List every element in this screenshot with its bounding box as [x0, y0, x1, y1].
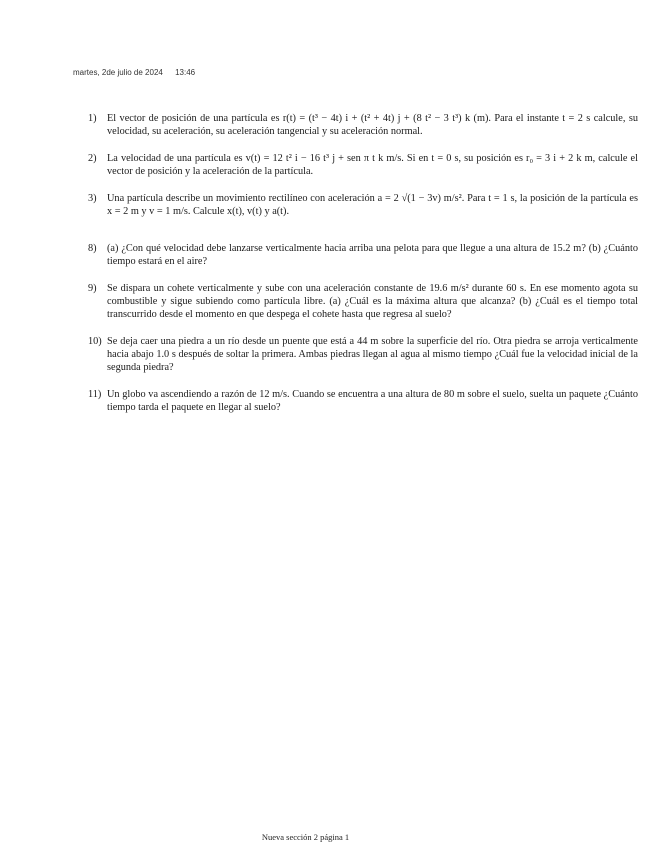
- header-time: 13:46: [175, 68, 196, 77]
- problem-item: [88, 242, 638, 268]
- page-footer: [0, 832, 655, 842]
- problem-number: 8): [88, 243, 97, 254]
- problem-text: Se deja caer una piedra a un río desde un puente que está a 44 m sobre la superficie del río. Otra piedra se arroja verticalmente hacia abajo 1.0 s después de soltar la primera. Ambas piedras llegan al agua al mismo tiempo ¿Cuál fue la velocidad inicial de la segunda piedra?: [107, 336, 638, 373]
- problem-item: [88, 335, 638, 374]
- problem-item: [88, 192, 638, 218]
- problem-number: 11): [88, 389, 102, 400]
- problem-text: El vector de posición de una partícula es r(t) = (t³ − 4t) i + (t² + 4t) j + (8 t² − 3 t³) k (m). Para el instante t = 2 s calcule, su velocidad, su aceleración, su aceleración tangencial y su aceleración normal.: [107, 113, 638, 137]
- problem-text: (a) ¿Con qué velocidad debe lanzarse verticalmente hacia arriba una pelota para que llegue a una altura de 15.2 m? (b) ¿Cuánto tiempo estará en el aire?: [107, 243, 638, 267]
- problem-text: Se dispara un cohete verticalmente y sube con una aceleración constante de 19.6 m/s² durante 60 s. En ese momento agota su combustible y sigue subiendo como partícula libre. (a) ¿Cuál es la máxima altura que alcanza? (b) ¿Cuál es el tiempo total transcurrido desde el momento en que despega el cohete hasta que regresa al suelo?: [107, 283, 638, 320]
- problem-item: [88, 282, 638, 321]
- problem-list: [88, 112, 638, 428]
- problem-number: 2): [88, 153, 97, 164]
- problem-text: La velocidad de una partícula es v(t) = 12 t² i − 16 t³ j + sen π t k m/s. Si en t = 0 s, su posición es r₀ = 3 i + 2 k m, calcule el vector de posición y la aceleración de la partícula.: [107, 153, 638, 177]
- problem-number: 1): [88, 113, 97, 124]
- problem-number: 9): [88, 283, 97, 294]
- footer-page-label: Nueva sección 2 página 1: [261, 832, 350, 842]
- problem-number: 3): [88, 193, 97, 204]
- problem-item: [88, 388, 638, 414]
- problem-text: Un globo va ascendiendo a razón de 12 m/s. Cuando se encuentra a una altura de 80 m sobre el suelo, suelta un paquete ¿Cuánto tiempo tarda el paquete en llegar al suelo?: [107, 389, 638, 413]
- page-header: [73, 68, 195, 77]
- problem-item: [88, 152, 638, 178]
- problem-text: Una partícula describe un movimiento rectilíneo con aceleración a = 2 √(1 − 3v) m/s². Para t = 1 s, la posición de la partícula es x = 2 m y v = 1 m/s. Calcule x(t), v(t) y a(t).: [107, 193, 638, 217]
- header-date: martes, 2de julio de 2024: [73, 68, 163, 77]
- problem-item: [88, 112, 638, 138]
- problem-number: 10): [88, 336, 102, 347]
